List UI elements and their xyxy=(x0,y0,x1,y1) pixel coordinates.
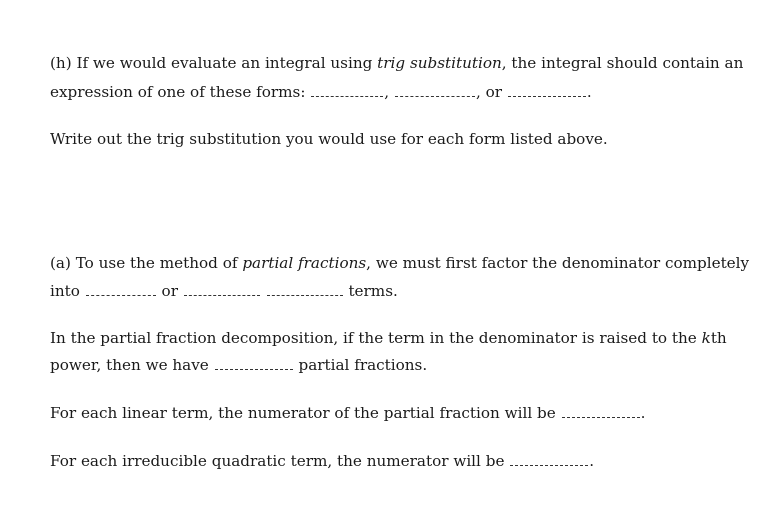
answer-blank[interactable] xyxy=(215,356,293,370)
a-question-line6 xyxy=(50,451,594,471)
period: . xyxy=(640,404,646,422)
period: . xyxy=(589,452,595,470)
period: . xyxy=(586,83,592,101)
separator: , or xyxy=(475,83,503,101)
or-text: or xyxy=(161,282,178,300)
text: For each linear term, the numerator of the partial fraction will be xyxy=(50,404,556,422)
h-question-line3 xyxy=(50,129,608,149)
text: th xyxy=(710,329,727,347)
text: , the integral should contain an xyxy=(501,54,744,72)
answer-blank[interactable] xyxy=(562,404,640,418)
emphasis: partial fractions xyxy=(242,254,367,272)
answer-blank[interactable] xyxy=(395,83,475,97)
a-question-line5 xyxy=(50,403,645,423)
text: Write out the trig substitution you would use for each form listed above. xyxy=(50,130,608,148)
answer-blank[interactable] xyxy=(267,282,343,296)
text: , we must first factor the denominator completely xyxy=(366,254,750,272)
answer-blank[interactable] xyxy=(508,83,586,97)
separator: , xyxy=(384,83,390,101)
text: expression of one of these forms: xyxy=(50,83,306,101)
a-question-line4 xyxy=(50,355,427,375)
answer-blank[interactable] xyxy=(311,83,383,97)
text: into xyxy=(50,282,80,300)
answer-blank[interactable] xyxy=(184,282,260,296)
h-question-line2 xyxy=(50,82,592,102)
emphasis: trig substitution xyxy=(377,54,502,72)
a-question-line2 xyxy=(50,281,398,301)
text: power, then we have xyxy=(50,356,209,374)
text: terms. xyxy=(348,282,398,300)
text: partial fractions. xyxy=(298,356,428,374)
variable-k: k xyxy=(701,329,711,347)
text: (h) If we would evaluate an integral using xyxy=(50,54,378,72)
text: In the partial fraction decomposition, if the term in the denominator is raised to the xyxy=(50,329,702,347)
a-question-line1 xyxy=(50,253,749,273)
text: (a) To use the method of xyxy=(50,254,243,272)
answer-blank[interactable] xyxy=(86,282,156,296)
text: For each irreducible quadratic term, the numerator will be xyxy=(50,452,505,470)
h-question-line1 xyxy=(50,53,743,73)
answer-blank[interactable] xyxy=(510,452,588,466)
a-question-line3 xyxy=(50,328,727,348)
